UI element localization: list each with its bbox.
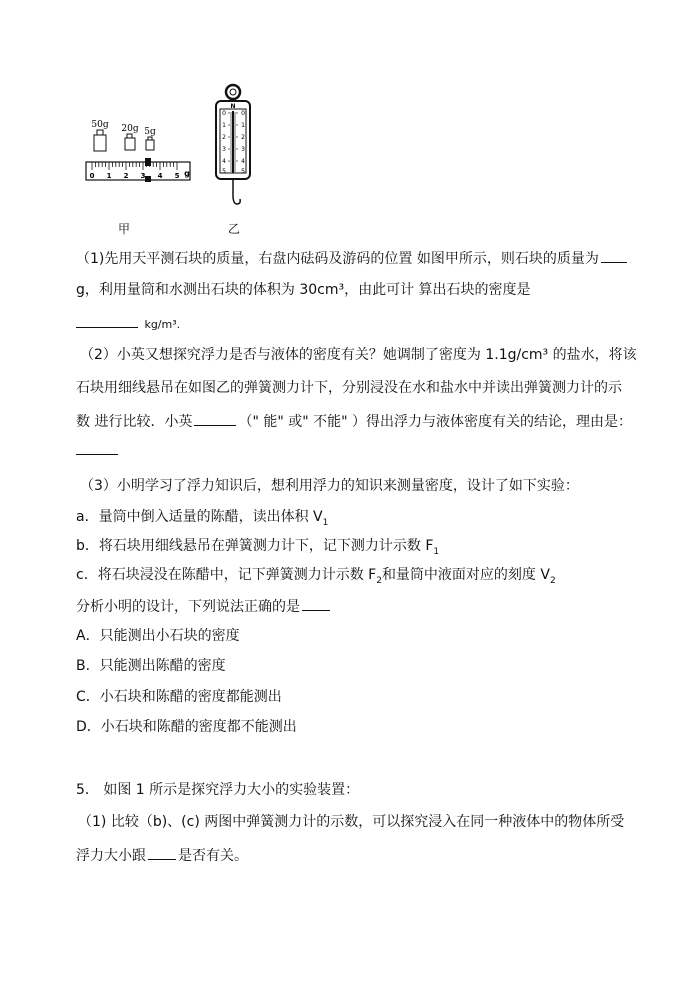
left-tick-5: 5 (222, 168, 226, 175)
q3-step-c (76, 566, 556, 590)
q3-option-c-text: C．小石块和陈醋的密度都能测出 (76, 689, 282, 705)
q3-step-c-sub2: 2 (549, 575, 556, 586)
q1-unit: kg/m³. (144, 318, 181, 331)
q3-step-a-text: a．量筒中倒入适量的陈醋，读出体积 V (76, 509, 323, 525)
q3-option-c[interactable] (76, 688, 282, 706)
scale-hook (233, 195, 240, 204)
weight-label-50g: 50g (91, 120, 109, 130)
q5-text-2b: 是否有关。 (178, 848, 248, 864)
q3-option-a-text: A．只能测出小石块的密度 (76, 628, 240, 644)
left-tick-1: 1 (222, 122, 226, 129)
scale-tick-4: 4 (157, 172, 163, 180)
q1-line3 (76, 313, 180, 334)
q2-text-1: （2）小英又想探究浮力是否与液体的密度有关？她调制了密度为 1.1g/cm³ 的盐水，将该 (80, 347, 637, 363)
q3-step-b (76, 537, 439, 561)
weight-label-20g: 20g (121, 124, 139, 134)
weight-20g-body (125, 138, 135, 150)
left-tick-3: 3 (222, 146, 226, 153)
q3-intro (80, 477, 579, 495)
figure-caption-jia: 甲 (118, 222, 131, 236)
q2-line2 (76, 379, 622, 397)
q1-line2 (76, 281, 531, 299)
right-tick-3: 3 (241, 146, 245, 153)
weight-50g-body (94, 135, 106, 151)
q3-step-c-sub1: 2 (376, 575, 382, 586)
right-tick-2: 2 (241, 134, 245, 141)
left-tick-4: 4 (222, 158, 226, 165)
scale-unit-letter: N (230, 103, 236, 110)
q1-density-blank[interactable] (76, 313, 138, 328)
q3-step-a-sub: 1 (322, 517, 329, 528)
q2-text-3b: （" 能" 或" 不能" ）得出浮力与液体密度有关的结论，理由是： (238, 414, 633, 430)
q3-ask (76, 596, 332, 616)
q3-intro-text: （3）小明学习了浮力知识后，想利用浮力的知识来测量密度，设计了如下实验： (80, 478, 579, 494)
scale-tick-3: 3 (140, 172, 146, 180)
q5-line1 (78, 813, 624, 831)
q3-step-c-text2: 和量筒中液面对应的刻度 V (381, 567, 550, 583)
q5-text-2a: 浮力大小跟 (76, 848, 146, 864)
q2-line4 (76, 440, 120, 460)
q2-yesno-blank[interactable] (194, 411, 236, 426)
q3-option-d[interactable] (76, 718, 297, 736)
q2-text-2: 石块用细线悬吊在如图乙的弹簧测力计下，分别浸没在水和盐水中并读出弹簧测力计的示 (76, 380, 622, 396)
left-tick-0: 0 (222, 110, 226, 117)
q2-text-3a: 数 进行比较．小英 (76, 414, 193, 430)
q5-title (76, 781, 359, 799)
q1-text-b: g，利用量筒和水测出石块的体积为 30cm³，由此可计 算出石块的密度是 (76, 282, 531, 298)
figure-caption-yi: 乙 (228, 222, 241, 236)
right-tick-4: 4 (241, 158, 245, 165)
q3-option-d-text: D．小石块和陈醋的密度都不能测出 (76, 719, 297, 735)
scale-tick-0: 0 (89, 172, 95, 180)
scale-tick-1: 1 (106, 172, 112, 180)
q3-option-b[interactable] (76, 657, 226, 675)
q1-line1 (76, 248, 629, 268)
weight-20g-knob (127, 134, 132, 138)
spring-scale-figure (210, 83, 256, 209)
q1-text-a: （1)先用天平测石块的质量，右盘内砝码及游码的位置 如图甲所示，则石块的质量为 (76, 251, 599, 267)
q3-step-b-text: b．将石块用细线悬吊在弹簧测力计下，记下测力计示数 F (76, 538, 434, 554)
q3-step-c-text1: c．将石块浸没在陈醋中，记下弹簧测力计示数 F (76, 567, 377, 583)
q2-reason-blank[interactable] (76, 440, 118, 455)
scale-unit: g (184, 169, 190, 178)
left-tick-2: 2 (222, 134, 226, 141)
weight-50g-knob (97, 130, 103, 135)
right-tick-1: 1 (241, 122, 245, 129)
q3-ask-text: 分析小明的设计，下列说法正确的是 (76, 599, 300, 615)
rider-top (145, 158, 151, 166)
weight-5g-body (146, 140, 154, 150)
q3-step-a (76, 508, 328, 532)
q2-line1 (80, 346, 637, 364)
scale-tick-5: 5 (174, 172, 180, 180)
right-tick-0: 0 (241, 110, 245, 117)
scale-tick-2: 2 (123, 172, 129, 180)
q5-title-text: 5． 如图 1 所示是探究浮力大小的实验装置： (76, 782, 360, 798)
q5-text-1: （1) 比较（b)、(c) 两图中弹簧测力计的示数，可以探究浸入在同一种液体中的物体所受 (78, 814, 625, 830)
q1-mass-blank[interactable] (601, 248, 627, 263)
balance-figure (84, 114, 196, 186)
right-tick-5: 5 (241, 168, 245, 175)
weight-label-5g: 5g (144, 127, 156, 137)
rider-bottom (145, 176, 151, 182)
q3-step-b-sub: 1 (433, 546, 440, 557)
q3-option-b-text: B．只能测出陈醋的密度 (76, 658, 226, 674)
q2-line3 (76, 411, 632, 431)
q3-answer-blank[interactable] (302, 596, 330, 611)
q3-option-a[interactable] (76, 627, 240, 645)
q5-blank[interactable] (148, 845, 176, 860)
q5-line2 (76, 845, 248, 865)
